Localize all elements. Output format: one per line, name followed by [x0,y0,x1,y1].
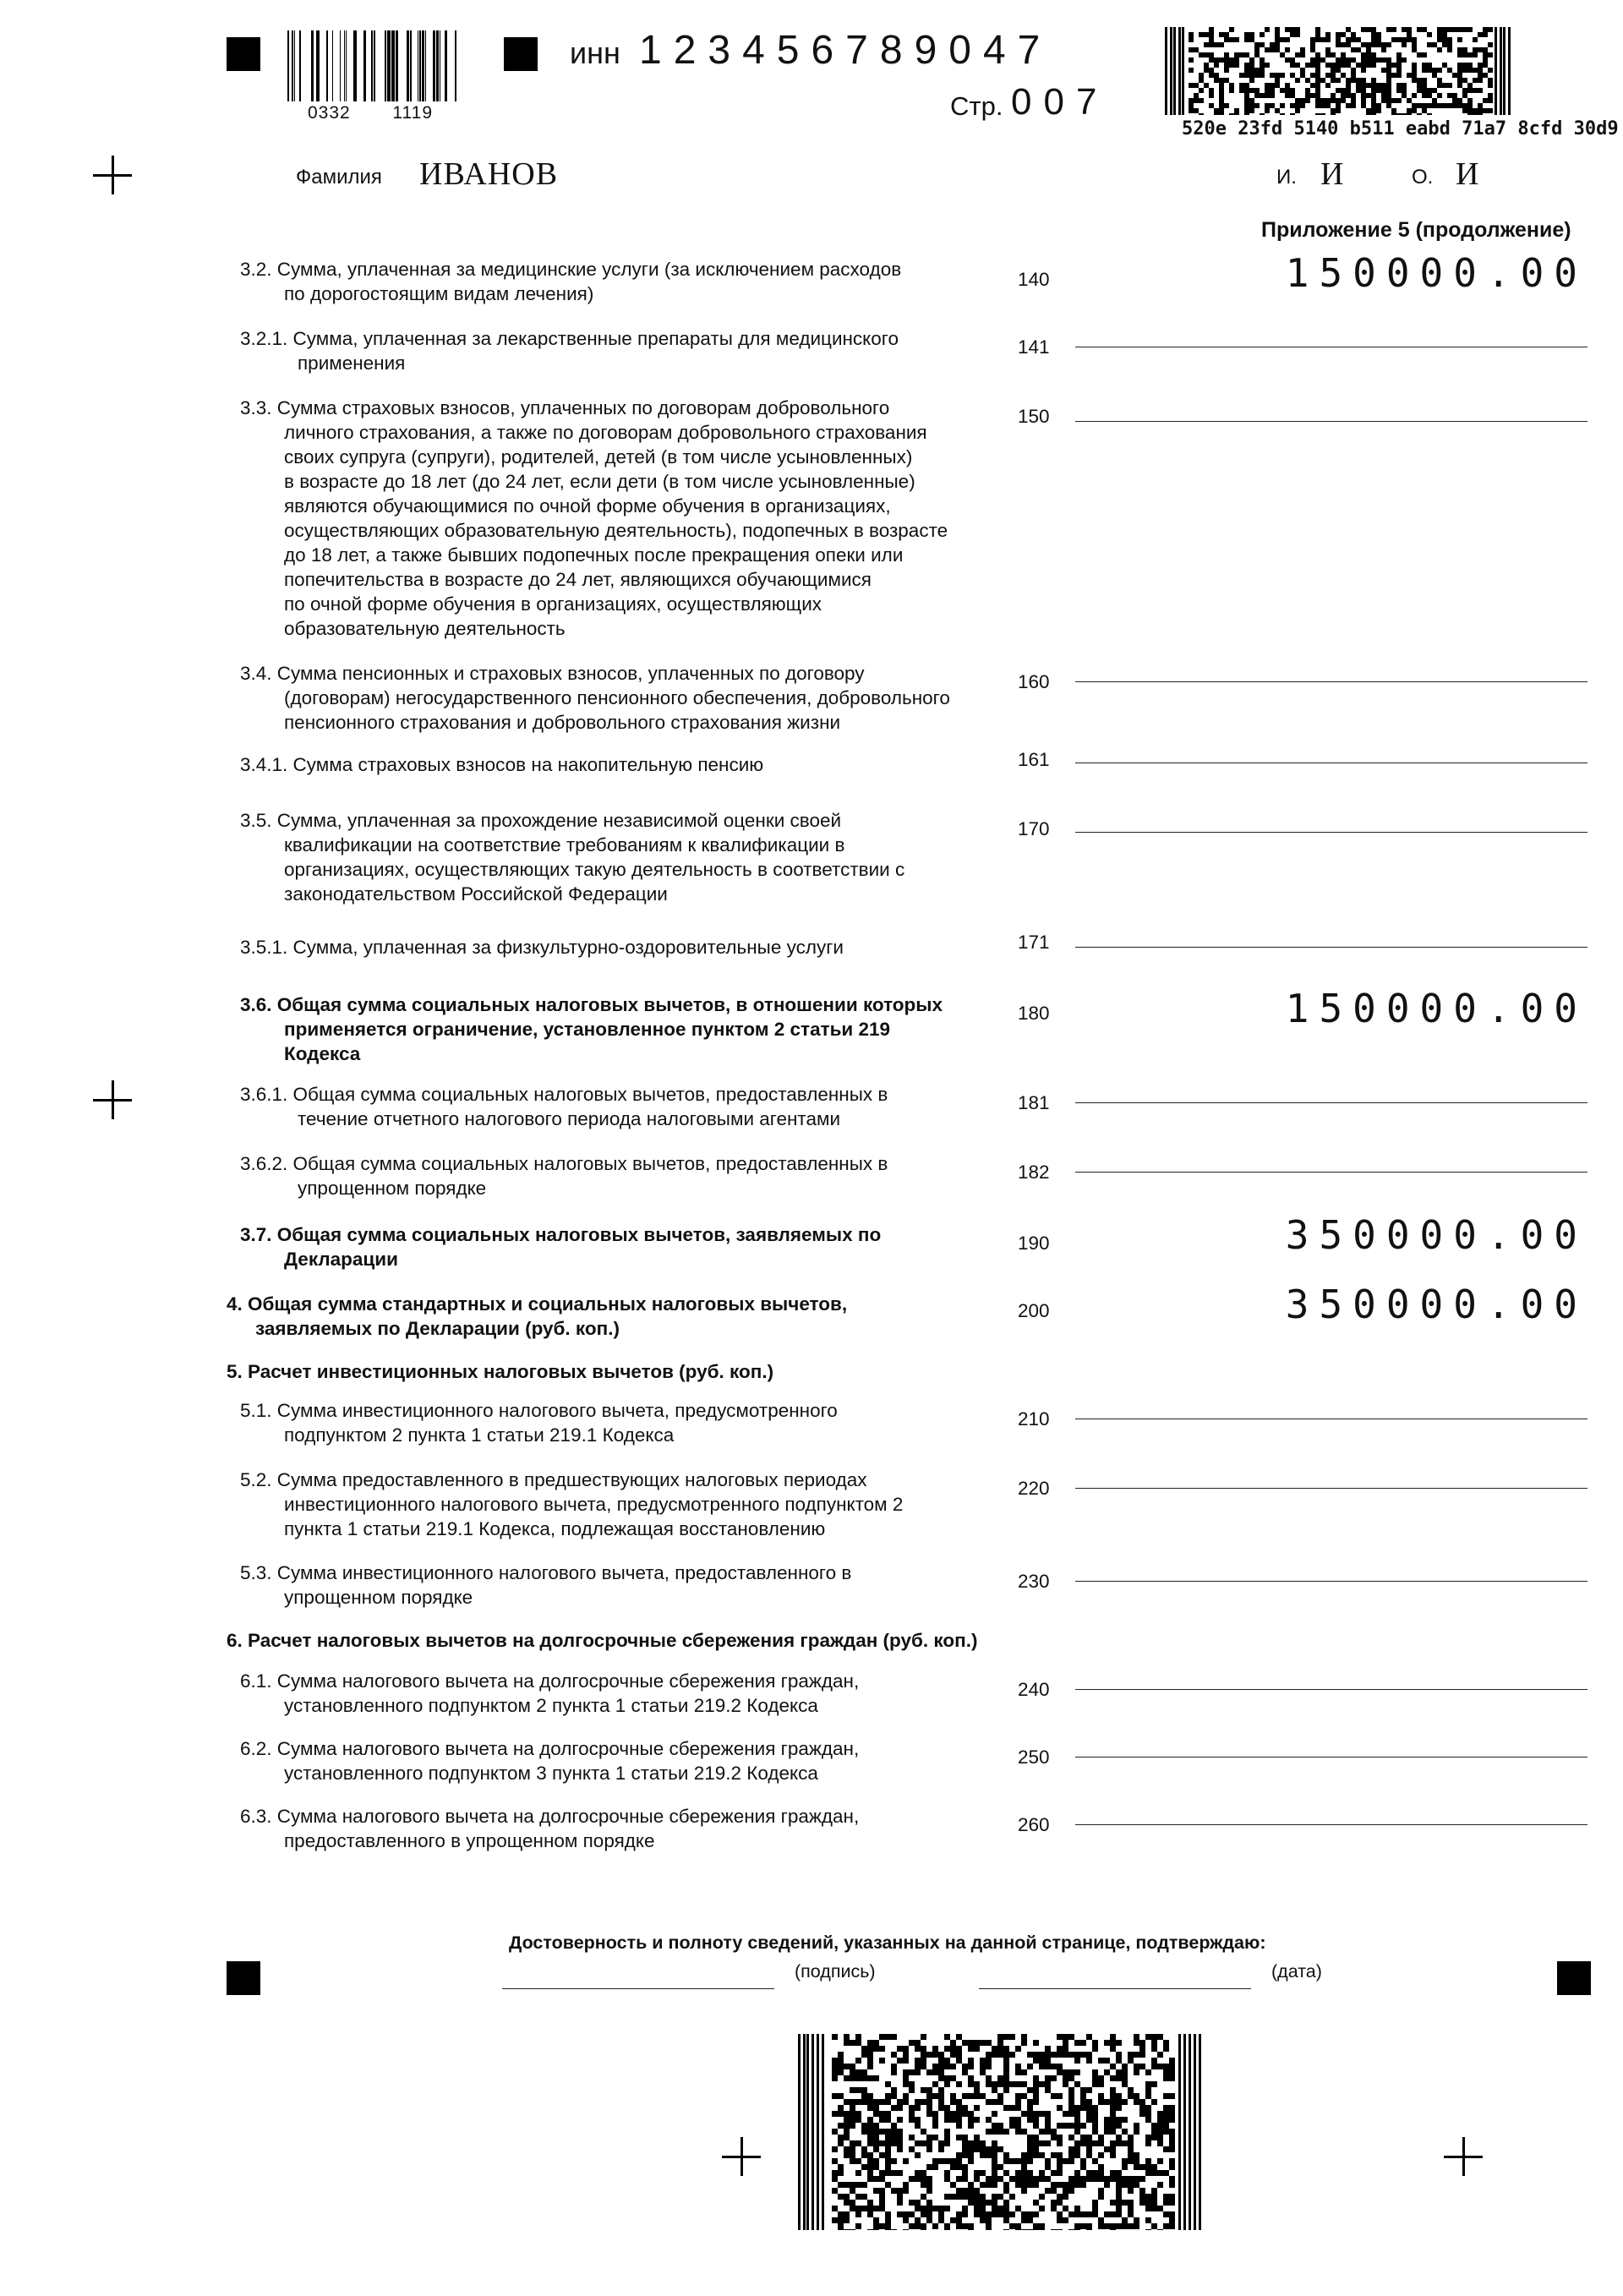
registration-square-top-mid [504,37,538,71]
row-description-line: попечительства в возрасте до 24 лет, являющихся обучающимися [284,569,872,590]
row-description-line: по очной форме обучения в организациях, осуществляющих [284,593,822,615]
row-code: 140 [1018,269,1050,290]
row-code: 210 [1018,1408,1050,1430]
signature-label: (подпись) [795,1961,876,1982]
row-description-line: 3.4.1. Сумма страховых взносов на накопительную пенсию [240,754,764,775]
row-value[interactable]: 150000.00 [1285,250,1587,296]
row-description-line: инвестиционного налогового вычета, предусмотренного подпунктом 2 [284,1494,904,1515]
registration-square-top-left [227,37,260,71]
row-value-empty-field[interactable] [1075,947,1587,948]
row-code: 250 [1018,1747,1050,1768]
row-description-line: 5.2. Сумма предоставленного в предшествующих налоговых периодах [240,1469,867,1490]
row-code: 182 [1018,1162,1050,1183]
row-description-line: являются обучающимися по очной форме обучения в организациях, [284,495,891,517]
row-description-line: в возрасте до 18 лет (до 24 лет, если дети (в том числе усыновленные) [284,471,915,492]
row-description-line: упрощенном порядке [298,1178,487,1199]
page-label: Стр. [950,91,1003,121]
linear-barcode [287,30,456,101]
row-description-line: личного страхования, а также по договорам добровольного страхования [284,422,927,443]
row-code: 220 [1018,1478,1050,1499]
row-code: 171 [1018,932,1050,953]
row-description-line: 3.2. Сумма, уплаченная за медицинские услуги (за исключением расходов [240,259,902,280]
row-value-empty-field[interactable] [1075,1102,1587,1103]
row-description [240,1151,888,1200]
row-description-line: 3.3. Сумма страховых взносов, уплаченных по договорам добровольного [240,397,890,418]
row-description-line: осуществляющих образовательную деятельность), подопечных в возрасте [284,520,948,541]
row-value-empty-field[interactable] [1075,1172,1587,1173]
confirmation-text: Достоверность и полноту сведений, указанных на данной странице, подтверждаю: [509,1932,1266,1953]
row-code: 141 [1018,336,1050,358]
row-value[interactable]: 350000.00 [1285,1212,1587,1258]
inn-value: 123456789047 [639,28,1052,73]
barcode-number-1: 0332 [308,103,351,123]
row-value-empty-field[interactable] [1075,1488,1587,1489]
row-description [240,1398,838,1447]
row-code: 180 [1018,1003,1050,1024]
row-description-line: Кодекса [284,1043,361,1064]
row-code: 170 [1018,818,1050,839]
row-value[interactable]: 150000.00 [1285,986,1587,1031]
row-description [240,661,950,735]
row-value-empty-field[interactable] [1075,1689,1587,1690]
row-description-line: организациях, осуществляющих такую деятельность в соответствии с [284,859,905,880]
document-hash-text: 520e 23fd 5140 b511 eabd 71a7 8cfd 30d9 [1182,118,1619,139]
signature-line[interactable] [502,1988,774,1989]
first-initial-label: И. [1276,166,1297,189]
barcode-numbers [308,103,433,123]
registration-cross-bottom-right [1444,2137,1483,2176]
row-description-line: образовательную деятельность [284,618,566,639]
surname-value: ИВАНОВ [419,156,559,192]
row-description [240,1222,881,1271]
row-description-line: применения [298,353,406,374]
row-description-line: течение отчетного налогового периода налоговыми агентами [298,1108,841,1129]
row-description-line: законодательством Российской Федерации [284,883,668,905]
date-label: (дата) [1271,1961,1322,1982]
row-value-empty-field[interactable] [1075,832,1587,833]
row-description [240,992,943,1066]
row-code: 181 [1018,1092,1050,1113]
row-description-line: 3.5.1. Сумма, уплаченная за физкультурно-оздоровительные услуги [240,937,844,958]
row-description [240,1669,859,1718]
row-value-empty-field[interactable] [1075,1824,1587,1825]
row-description [240,1468,903,1541]
row-code: 190 [1018,1233,1050,1254]
row-description-line: установленного подпунктом 2 пункта 1 статьи 219.2 Кодекса [284,1695,818,1716]
inn-label: инн [570,36,620,70]
row-description-line: подпунктом 2 пункта 1 статьи 219.1 Кодекса [284,1424,675,1446]
row-value-empty-field[interactable] [1075,421,1587,422]
row-description-line: 3.6.2. Общая сумма социальных налоговых вычетов, предоставленных в [240,1153,888,1174]
row-description [240,1804,859,1853]
row-description-line: упрощенном порядке [284,1587,473,1608]
row-description-line: 5.1. Сумма инвестиционного налогового вычета, предусмотренного [240,1400,838,1421]
date-line[interactable] [979,1988,1251,1989]
appendix-title: Приложение 5 (продолжение) [1261,218,1571,242]
row-description-line: по дорогостоящим видам лечения) [284,283,594,304]
2d-barcode-bottom [798,2034,1205,2230]
barcode-number-2: 1119 [392,103,434,123]
row-description-line: 3.5. Сумма, уплаченная за прохождение независимой оценки своей [240,810,842,831]
row-description [240,396,948,641]
row-description-line: применяется ограничение, установленное пунктом 2 статьи 219 [284,1019,891,1040]
2d-barcode-top [1165,27,1511,115]
row-description-line: 3.7. Общая сумма социальных налоговых вычетов, заявляемых по [240,1224,882,1245]
row-description-line: Декларации [284,1249,398,1270]
row-description-line: 6.2. Сумма налогового вычета на долгосрочные сбережения граждан, [240,1738,860,1759]
registration-cross-bottom-center [722,2137,761,2176]
row-description-line: 6.1. Сумма налогового вычета на долгосрочные сбережения граждан, [240,1670,860,1692]
row-description [227,1292,847,1341]
row-description-line: 3.6. Общая сумма социальных налоговых вычетов, в отношении которых [240,994,943,1015]
surname-label: Фамилия [296,166,382,189]
row-description [240,326,899,375]
row-value-empty-field[interactable] [1075,1757,1587,1758]
row-description-line: 6.3. Сумма налогового вычета на долгосрочные сбережения граждан, [240,1806,860,1827]
row-description [240,257,901,306]
row-code: 230 [1018,1571,1050,1592]
row-description-line: 3.4. Сумма пенсионных и страховых взносов, уплаченных по договору [240,663,865,684]
row-description-line: 3.6.1. Общая сумма социальных налоговых вычетов, предоставленных в [240,1084,888,1105]
row-description [240,935,844,959]
row-value-empty-field[interactable] [1075,681,1587,682]
patronymic-initial-value: И [1456,156,1479,192]
registration-square-bottom-left [227,1961,260,1995]
row-code: 200 [1018,1300,1050,1321]
row-description-line: пункта 1 статьи 219.1 Кодекса, подлежащая восстановлению [284,1518,826,1539]
row-description-line: (договорам) негосударственного пенсионного обеспечения, добровольного [284,687,950,708]
row-value[interactable]: 350000.00 [1285,1282,1587,1327]
registration-cross-mid-left [93,1080,132,1119]
row-description-line: квалификации на соответствие требованиям к квалификации в [284,834,845,856]
row-description-line: своих супруга (супруги), родителей, детей (в том числе усыновленных) [284,446,913,467]
row-value-empty-field[interactable] [1075,1581,1587,1582]
row-description-line: установленного подпунктом 3 пункта 1 статьи 219.2 Кодекса [284,1763,818,1784]
row-code: 160 [1018,671,1050,692]
row-code: 240 [1018,1679,1050,1700]
row-description-line: 5.3. Сумма инвестиционного налогового вычета, предоставленного в [240,1562,852,1583]
row-description-line: заявляемых по Декларации (руб. коп.) [255,1318,620,1339]
section-6-title: 6. Расчет налоговых вычетов на долгосрочные сбережения граждан (руб. коп.) [227,1630,978,1651]
registration-cross-top-left [93,156,132,194]
row-description-line: 4. Общая сумма стандартных и социальных налоговых вычетов, [227,1293,848,1315]
row-description [240,752,763,777]
row-description [240,1561,851,1610]
row-code: 150 [1018,406,1050,427]
page-number: 007 [1011,81,1109,123]
row-description-line: предоставленного в упрощенном порядке [284,1830,655,1851]
row-code: 161 [1018,749,1050,770]
row-description [240,1736,859,1785]
row-description-line: 3.2.1. Сумма, уплаченная за лекарственные препараты для медицинского [240,328,899,349]
first-initial-value: И [1320,156,1344,192]
patronymic-initial-label: О. [1412,166,1434,189]
row-description-line: до 18 лет, а также бывших подопечных после прекращения опеки или [284,544,904,566]
row-description-line: пенсионного страхования и добровольного страхования жизни [284,712,841,733]
row-code: 260 [1018,1814,1050,1835]
row-description [240,1082,888,1131]
registration-square-bottom-right [1557,1961,1591,1995]
section-5-title: 5. Расчет инвестиционных налоговых вычетов (руб. коп.) [227,1361,774,1382]
row-description [240,808,904,906]
